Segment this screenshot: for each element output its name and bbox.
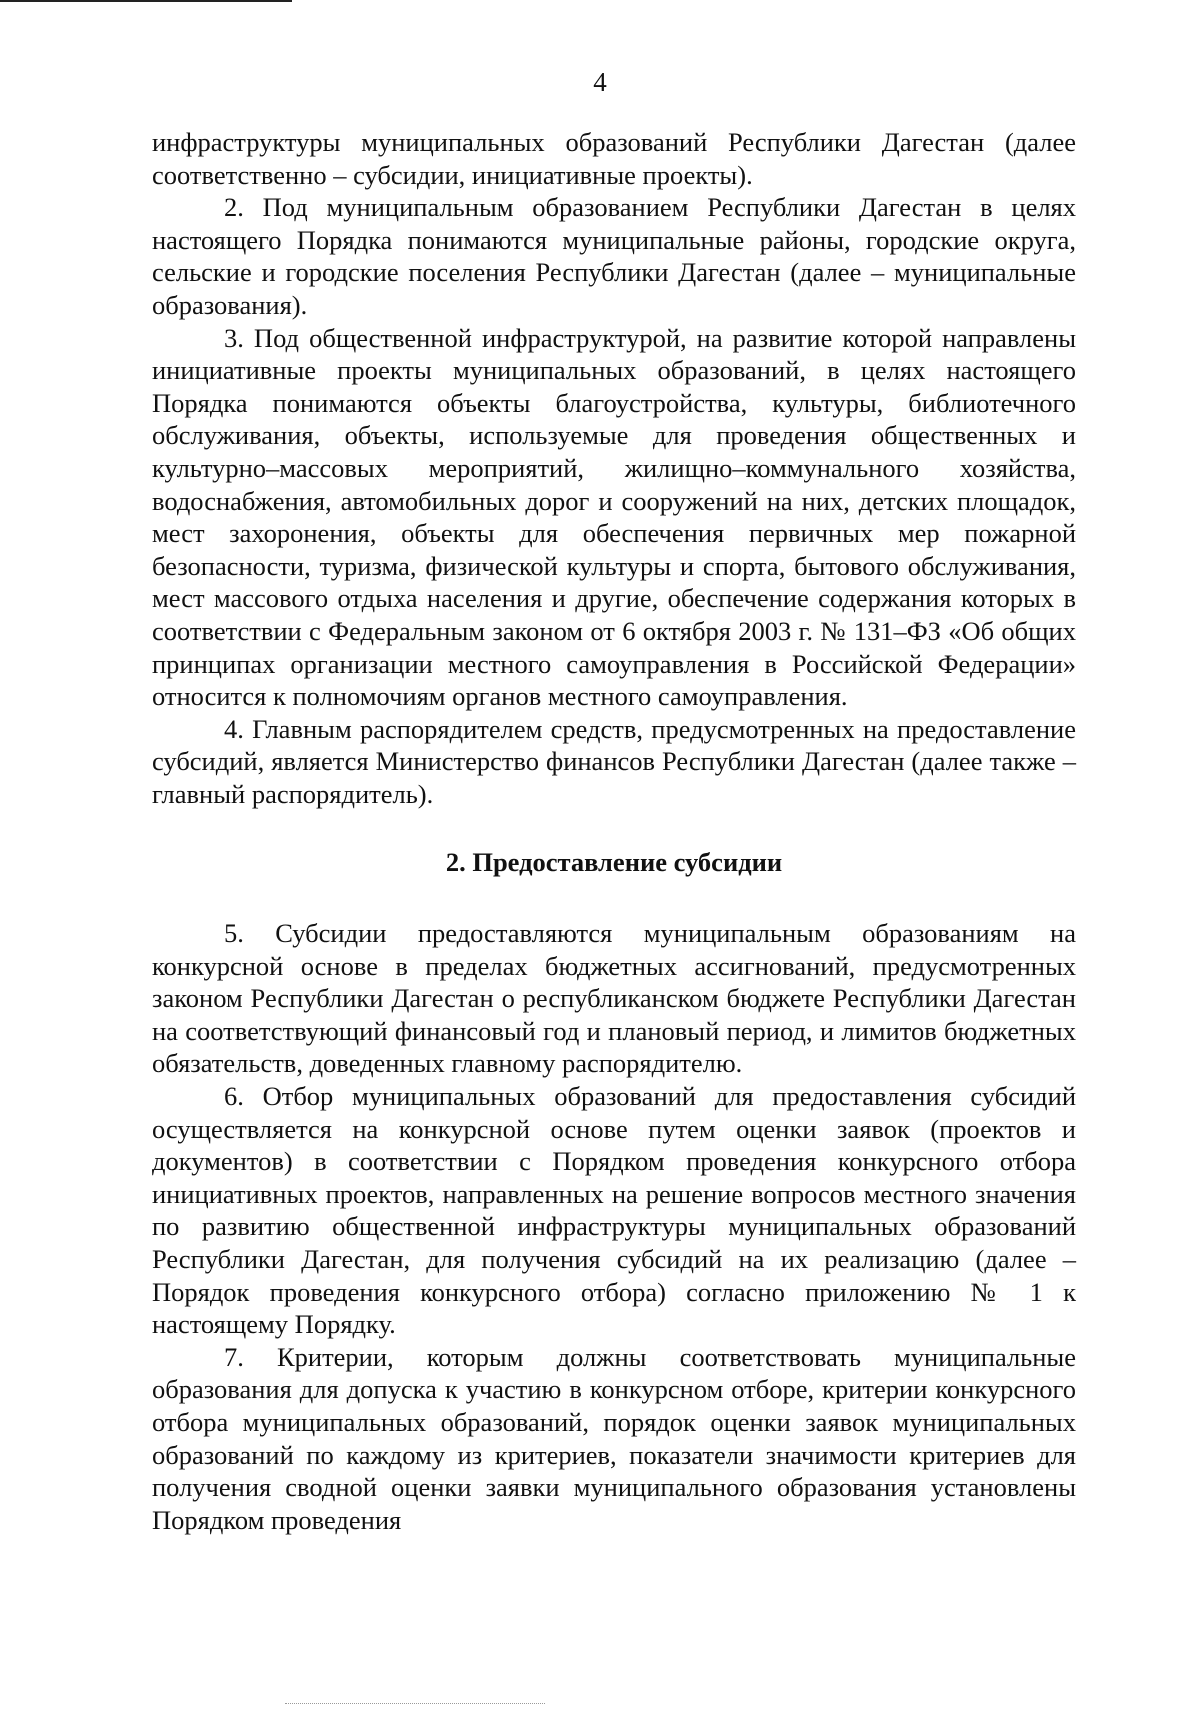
section-heading: 2. Предоставление субсидии	[445, 847, 783, 878]
paragraph-4: 4. Главным распорядителем средств, предусмотренных на предоставление субсидий, является Министерство финансов Республики Дагестан (далее также – главный распорядитель).	[152, 713, 1076, 809]
paragraph-1-continuation: инфраструктуры муниципальных образований Республики Дагестан (далее соответственно – субсидии, инициативные проекты).	[152, 127, 1076, 190]
paragraph-5: 5. Субсидии предоставляются муниципальным образованиям на конкурсной основе в пределах бюджетных ассигнований, предусмотренных законом Республики Дагестан о республиканском бюджете Республики Дагестан на соответствующий финансовый год и плановый период, и лимитов бюджетных обязательств, доведенных главному распорядителю.	[152, 918, 1076, 1079]
paragraph-3: 3. Под общественной инфраструктурой, на развитие которой направлены инициативные проекты муниципальных образований, в целях настоящего Порядка понимаются объекты благоустройства, культуры, библиотечного обслуживания, объекты, используемые для проведения общественных и культурно–массовых мероприятий, жилищно–коммунального хозяйства, водоснабжения, автомобильных дорог и сооружений на них, детских площадок, мест захоронения, объекты для обеспечения первичных мер пожарной безопасности, туризма, физической культуры и спорта, бытового обслуживания, мест массового отдыха населения и другие, обеспечение содержания которых в соответствии с Федеральным законом от 6 октября 2003 г. № 131–ФЗ «Об общих принципах организации местного самоуправления в Российской Федерации» относится к полномочиям органов местного самоуправления.	[152, 322, 1076, 712]
paragraph-7: 7. Критерии, которым должны соответствовать муниципальные образования для допуска к участию в конкурсном отборе, критерии конкурсного отбора муниципальных образований, порядок оценки заявок муниципальных образований по каждому из критериев, показатели значимости критериев для получения сводной оценки заявки муниципального образования установлены Порядком проведения	[152, 1341, 1076, 1535]
document-body	[152, 126, 1076, 1536]
page-number: 4	[593, 67, 607, 97]
top-edge-rule	[0, 0, 292, 2]
paragraph-6: 6. Отбор муниципальных образований для предоставления субсидий осуществляется на конкурсной основе путем оценки заявок (проектов и документов) в соответствии с Порядком проведения конкурсного отбора инициативных проектов, направленных на решение вопросов местного значения по развитию общественной инфраструктуры муниципальных образований Республики Дагестан, для получения субсидий на их реализацию (далее – Порядок проведения конкурсного отбора) согласно приложению № 1 к настоящему Порядку.	[152, 1081, 1076, 1340]
paragraph-2: 2. Под муниципальным образованием Республики Дагестан в целях настоящего Порядка понимаются муниципальные районы, городские округа, сельские и городские поселения Республики Дагестан (далее – муниципальные образования).	[152, 192, 1076, 320]
scan-artifact-line	[285, 1703, 545, 1704]
